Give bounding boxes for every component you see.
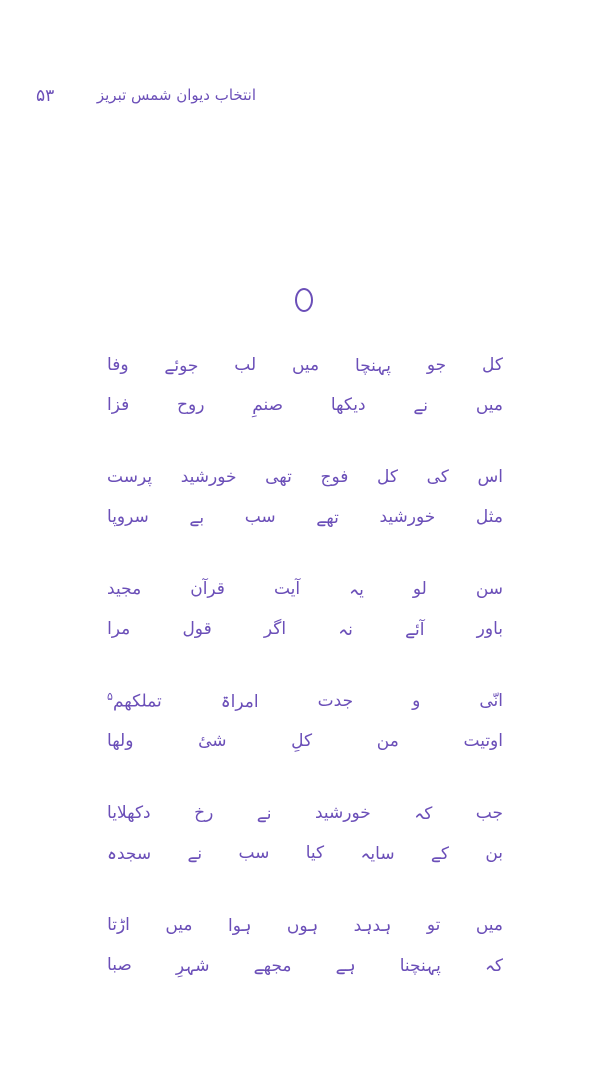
- verse-word: پرست: [107, 467, 153, 487]
- verse-word: باور: [476, 619, 503, 639]
- verse-word: میں: [475, 915, 503, 935]
- verse-word: تھی: [265, 467, 292, 487]
- verse-word: ہوا: [228, 915, 252, 936]
- verse-word: لو: [412, 579, 427, 599]
- verse-word: کلِ: [291, 731, 313, 751]
- verse-word: کہ: [414, 803, 433, 824]
- verse-word: آئے: [405, 619, 425, 640]
- page-number: ۵۳: [36, 86, 55, 106]
- verse-word: وفا: [107, 355, 129, 375]
- verse-line: [95, 721, 515, 761]
- verse-word: کے: [430, 843, 449, 864]
- verse-line: [95, 569, 515, 609]
- verse-word: جب: [475, 803, 503, 823]
- verse-word: تملکھم$^۵$: [107, 690, 162, 712]
- verse-line: [95, 833, 515, 873]
- verse-word: مجھے: [253, 955, 292, 976]
- verse-word: مجید: [107, 579, 142, 599]
- verse-word: اس: [477, 467, 503, 487]
- verse-word: سب: [238, 843, 270, 863]
- verse-word: صنمِ: [252, 395, 284, 415]
- stanza: [95, 345, 515, 416]
- running-title: انتخاب دیوان شمس تبریز: [96, 86, 256, 104]
- verse-line: [95, 457, 515, 497]
- verse-word: قول: [182, 619, 212, 639]
- verse-word: صبا: [107, 955, 132, 975]
- section-ornament-icon: [295, 288, 313, 312]
- verse-word: لب: [234, 355, 257, 375]
- verse-word: فوج: [320, 467, 349, 487]
- verse-line: [95, 385, 515, 425]
- verse-word: میں: [165, 915, 193, 935]
- verse-word: نے: [413, 395, 429, 416]
- verse-word: آیت: [273, 579, 301, 599]
- verse-word: نے: [187, 843, 203, 864]
- stanza: [95, 681, 515, 751]
- verse-word: خورشید: [379, 507, 436, 527]
- poem: [95, 345, 515, 1017]
- verse-word: قرآن: [190, 579, 225, 599]
- verse-line: [95, 345, 515, 385]
- verse-word: سن: [475, 579, 503, 599]
- verse-word: و: [412, 691, 421, 711]
- verse-word: بے: [189, 507, 205, 528]
- stanza: [95, 457, 515, 528]
- verse-word: پہنچنا: [399, 955, 441, 976]
- verse-word: رخ: [194, 803, 214, 823]
- verse-word: کل: [377, 467, 398, 487]
- verse-word: شہرِ: [175, 955, 210, 976]
- stanza: [95, 569, 515, 640]
- verse-word: دیکھا: [330, 395, 366, 415]
- verse-word: سب: [244, 507, 276, 527]
- verse-word: انّی: [479, 691, 503, 711]
- verse-word: اگر: [263, 619, 287, 639]
- page-header: [36, 86, 256, 116]
- verse-line: [95, 793, 515, 833]
- verse-word: خورشید: [314, 803, 371, 823]
- verse-line: [95, 945, 515, 985]
- verse-word: روح: [177, 395, 205, 415]
- verse-word: کل: [482, 355, 503, 375]
- verse-word: شیٔ: [198, 731, 227, 751]
- verse-word: بن: [485, 843, 503, 863]
- verse-line: [95, 497, 515, 537]
- verse-word: اوتیت: [463, 731, 503, 751]
- verse-word: تو: [426, 915, 441, 935]
- verse-word: میں: [291, 355, 320, 375]
- verse-word: پہنچا: [355, 355, 392, 376]
- footnote-marker: ۵: [107, 690, 113, 704]
- verse-word: میں: [475, 395, 503, 415]
- verse-word: ولھا: [107, 731, 134, 751]
- verse-word: کی: [426, 467, 449, 487]
- verse-word: جدت: [317, 691, 354, 711]
- verse-word: ہدہد: [353, 915, 392, 936]
- verse-word: جوئے: [164, 355, 199, 376]
- verse-word: دکھلایا: [107, 803, 151, 823]
- verse-line: [95, 609, 515, 649]
- stanza: [95, 905, 515, 976]
- verse-word: کیا: [305, 843, 325, 863]
- verse-word: فزا: [107, 395, 130, 415]
- verse-word: کہ: [484, 955, 503, 976]
- stanza: [95, 793, 515, 864]
- verse-word: مرا: [107, 619, 131, 639]
- verse-word: اڑتا: [107, 915, 130, 935]
- verse-word: نے: [256, 803, 272, 824]
- verse-word: تھے: [316, 507, 339, 528]
- verse-word: جو: [426, 355, 447, 375]
- verse-word: ہے: [335, 955, 356, 976]
- verse-word: خورشید: [180, 467, 237, 487]
- verse-word: یہ: [349, 579, 364, 600]
- verse-word: من: [376, 731, 399, 751]
- verse-line: [95, 905, 515, 945]
- verse-line: [95, 681, 515, 721]
- verse-word: مثل: [475, 507, 503, 527]
- verse-word: سروپا: [107, 507, 149, 527]
- verse-word: ہوں: [286, 915, 319, 936]
- verse-word: امراۃ: [220, 691, 259, 712]
- verse-word: سایہ: [360, 843, 395, 864]
- verse-word: نہ: [338, 619, 353, 640]
- verse-word: سجدہ: [107, 843, 152, 864]
